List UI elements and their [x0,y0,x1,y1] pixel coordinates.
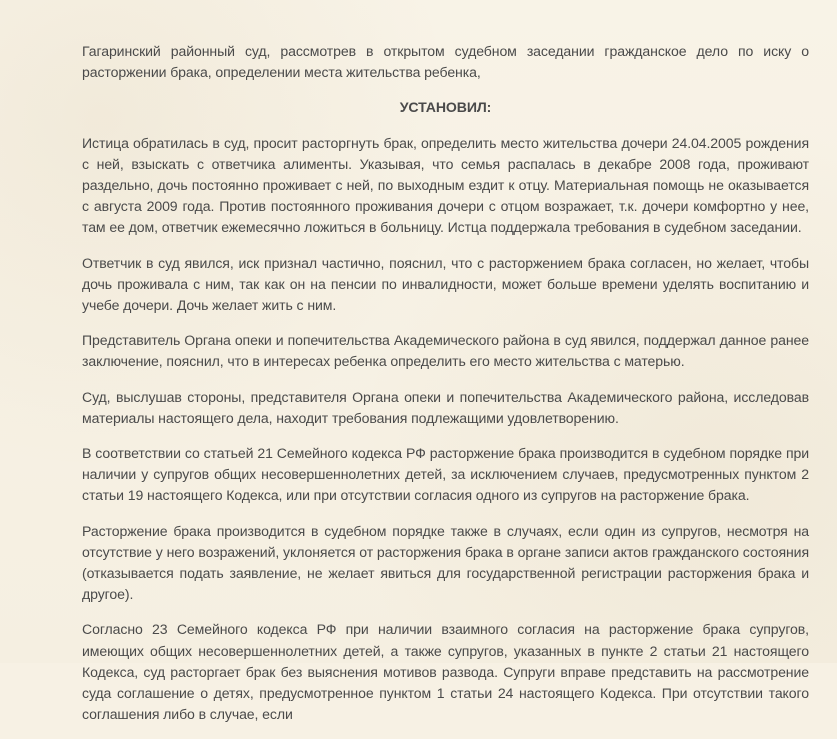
paragraph: В соответствии со статьей 21 Семейного кодекса РФ расторжение брака производится в судебном порядке при наличии у супругов общих несовершеннолетних детей, за исключением случаев, предусмотренных пунктом 2 статьи 19 настоящего Кодекса, или при отсутствии согласия одного из супругов на расторжение брака. [82,445,809,504]
intro-paragraph: Гагаринский районный суд, рассмотрев в открытом судебном заседании гражданское дело по иску о расторжении брака, определении места жительства ребенка, [82,43,809,81]
paragraph: Расторжение брака производится в судебном порядке также в случаях, если один из супругов, несмотря на отсутствие у него возражений, уклоняется от расторжения брака в органе записи актов гражданского состояния (отказывается подать заявление, не желает явиться для государственной регистрации расторжения брака и другое). [82,522,809,603]
paragraph: Суд, выслушав стороны, представителя Органа опеки и попечительства Академического района, исследовав материалы настоящего дела, находит требования подлежащими удовлетворению. [82,388,809,426]
section-heading: УСТАНОВИЛ: [399,99,492,116]
paragraph: Ответчик в суд явился, иск признал частично, пояснил, что с расторжением брака согласен, но желает, чтобы дочь проживала с ним, так как он на пенсии по инвалидности, может больше времени уделять воспитанию и учебе дочери. Дочь желает жить с ним. [82,254,809,313]
paragraph: Согласно 23 Семейного кодекса РФ при наличии взаимного согласия на расторжение брака супругов, имеющих общих несовершеннолетних детей, а также супругов, указанных в пункте 2 статьи 21 настоящего Кодекса, суд расторгает брак без выяснения мотивов развода. Супруги вправе представить на рассмотрение суда соглашение о детях, предусмотренное пунктом 1 статьи 24 настоящего Кодекса. При отсутствии такого соглашения либо в случае, если [82,621,809,722]
document-content [82,41,809,739]
paragraph: Представитель Органа опеки и попечительства Академического района в суд явился, поддержал данное ранее заключение, пояснил, что в интересах ребенка определить его место жительства с матерью. [82,332,809,370]
paragraph: Истица обратилась в суд, просит расторгнуть брак, определить место жительства дочери 24.04.2005 рождения с ней, взыскать с ответчика алименты. Указывая, что семья распалась в декабре 2008 года, проживают раздельно, дочь постоянно проживает с ней, по выходным ездит к отцу. Материальная помощь не оказывается с августа 2009 года. Против постоянного проживания дочери с отцом возражает, т.к. дочери комфортно у нее, там ее дом, ответчик ежемесячно ложиться в больницу. Истца поддержала требования в судебном заседании. [82,134,809,236]
